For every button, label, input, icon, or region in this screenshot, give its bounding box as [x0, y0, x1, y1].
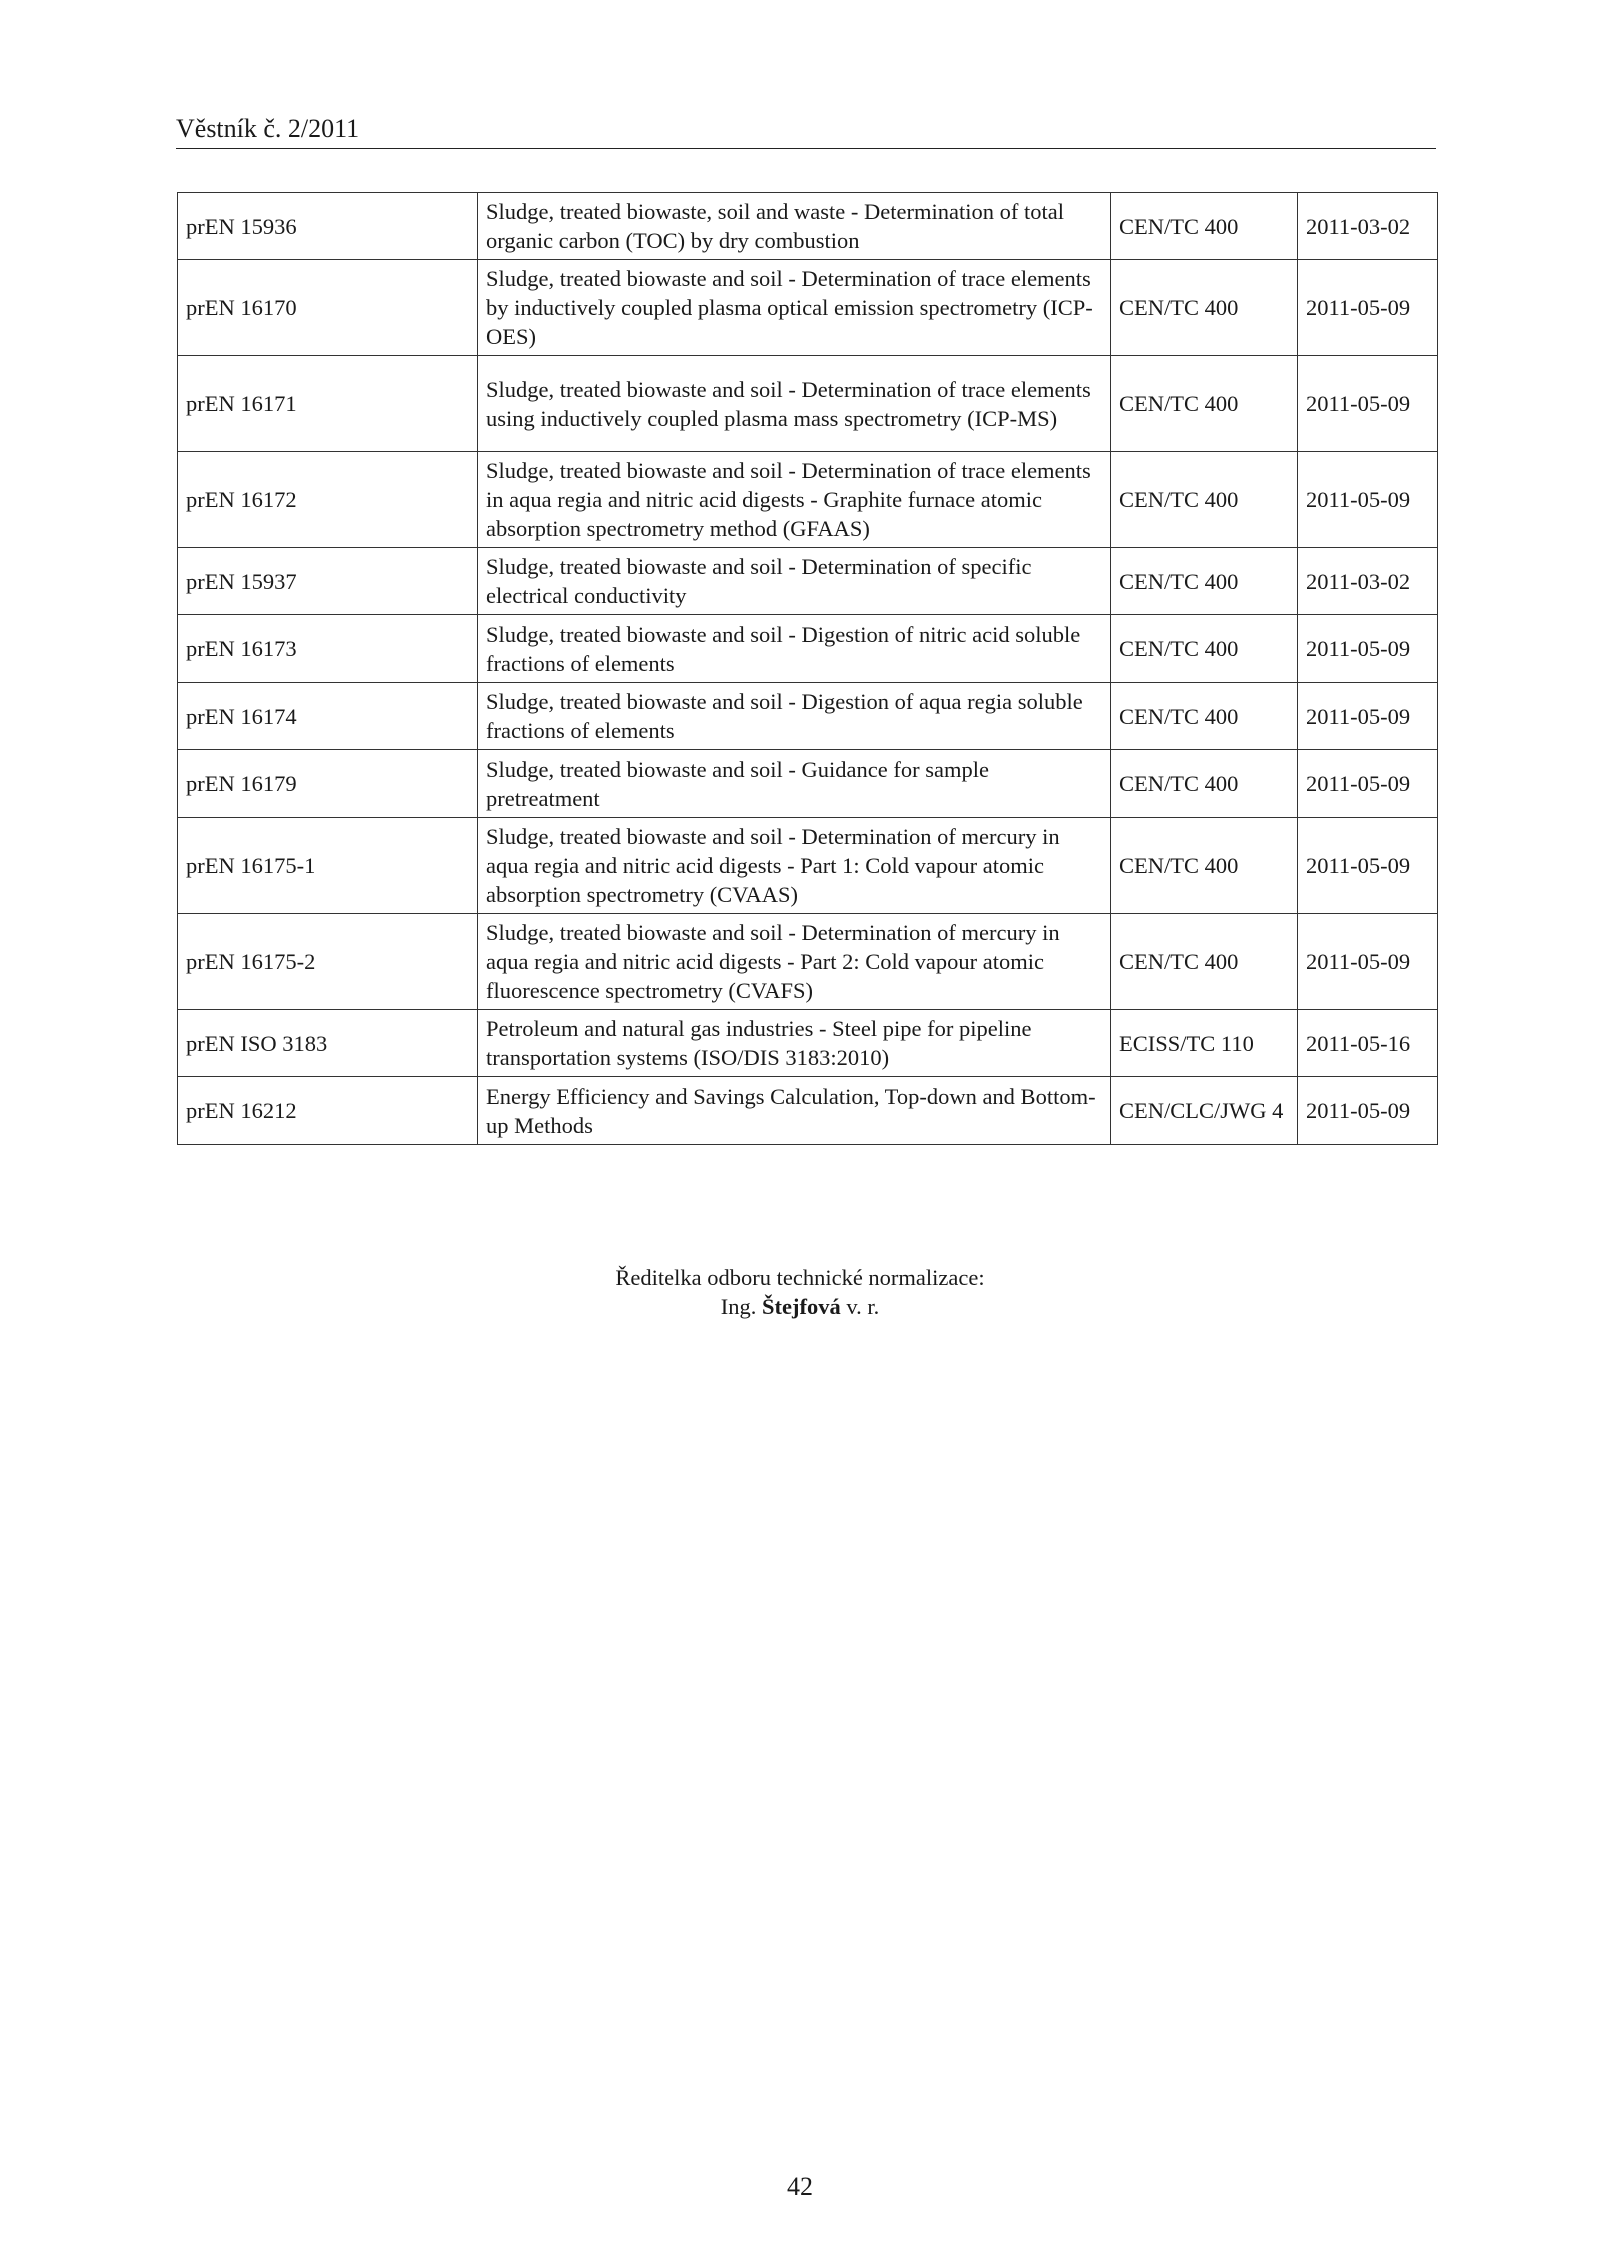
standard-code: prEN 16212 — [178, 1077, 478, 1145]
standard-title: Sludge, treated biowaste and soil - Determination of trace elements by inductively coupled plasma optical emission spectrometry (ICP-OES) — [478, 260, 1111, 356]
standard-title: Sludge, treated biowaste and soil - Determination of trace elements in aqua regia and nitric acid digests - Graphite furnace atomic absorption spectrometry method (GFAAS) — [478, 452, 1111, 548]
table-row — [178, 1010, 1438, 1077]
technical-committee: CEN/TC 400 — [1111, 615, 1298, 683]
standard-title: Petroleum and natural gas industries - Steel pipe for pipeline transportation systems (ISO/DIS 3183:2010) — [478, 1010, 1111, 1077]
standard-title: Sludge, treated biowaste and soil - Digestion of aqua regia soluble fractions of elements — [478, 683, 1111, 750]
deadline-date: 2011-05-09 — [1298, 260, 1438, 356]
deadline-date: 2011-05-09 — [1298, 683, 1438, 750]
technical-committee: CEN/TC 400 — [1111, 750, 1298, 818]
table-row — [178, 452, 1438, 548]
standard-code: prEN 16173 — [178, 615, 478, 683]
table-row — [178, 1077, 1438, 1145]
deadline-date: 2011-05-16 — [1298, 1010, 1438, 1077]
table-row — [178, 615, 1438, 683]
signatory-suffix: v. r. — [846, 1294, 880, 1319]
signatory-prefix: Ing. — [720, 1294, 757, 1319]
deadline-date: 2011-05-09 — [1298, 914, 1438, 1010]
technical-committee: CEN/TC 400 — [1111, 193, 1298, 260]
standard-title: Sludge, treated biowaste and soil - Determination of trace elements using inductively coupled plasma mass spectrometry (ICP-MS) — [478, 356, 1111, 452]
deadline-date: 2011-05-09 — [1298, 750, 1438, 818]
technical-committee: ECISS/TC 110 — [1111, 1010, 1298, 1077]
deadline-date: 2011-05-09 — [1298, 818, 1438, 914]
table-row — [178, 356, 1438, 452]
standard-code: prEN 15936 — [178, 193, 478, 260]
standard-code: prEN ISO 3183 — [178, 1010, 478, 1077]
deadline-date: 2011-05-09 — [1298, 615, 1438, 683]
signatory-line — [0, 1292, 1600, 1321]
standard-code: prEN 16171 — [178, 356, 478, 452]
technical-committee: CEN/TC 400 — [1111, 818, 1298, 914]
table-row — [178, 548, 1438, 615]
standard-code: prEN 16175-2 — [178, 914, 478, 1010]
standard-code: prEN 15937 — [178, 548, 478, 615]
signatory-role: Ředitelka odboru technické normalizace: — [615, 1265, 985, 1290]
table-row — [178, 683, 1438, 750]
standard-title: Sludge, treated biowaste and soil - Guidance for sample pretreatment — [478, 750, 1111, 818]
technical-committee: CEN/TC 400 — [1111, 452, 1298, 548]
page-header — [176, 112, 1436, 149]
technical-committee: CEN/CLC/JWG 4 — [1111, 1077, 1298, 1145]
deadline-date: 2011-05-09 — [1298, 452, 1438, 548]
standard-code: prEN 16174 — [178, 683, 478, 750]
standard-code: prEN 16179 — [178, 750, 478, 818]
table-row — [178, 818, 1438, 914]
signatory-name: Štejfová — [761, 1294, 841, 1319]
table-row — [178, 750, 1438, 818]
standard-title: Sludge, treated biowaste and soil - Determination of mercury in aqua regia and nitric acid digests - Part 1: Cold vapour atomic absorption spectrometry (CVAAS) — [478, 818, 1111, 914]
standard-code: prEN 16170 — [178, 260, 478, 356]
technical-committee: CEN/TC 400 — [1111, 356, 1298, 452]
technical-committee: CEN/TC 400 — [1111, 260, 1298, 356]
standard-title: Energy Efficiency and Savings Calculation, Top-down and Bottom-up Methods — [478, 1077, 1111, 1145]
standard-title: Sludge, treated biowaste and soil - Determination of mercury in aqua regia and nitric acid digests - Part 2: Cold vapour atomic fluorescence spectrometry (CVAFS) — [478, 914, 1111, 1010]
deadline-date: 2011-05-09 — [1298, 1077, 1438, 1145]
standards-table — [177, 192, 1438, 1145]
table-row — [178, 193, 1438, 260]
technical-committee: CEN/TC 400 — [1111, 914, 1298, 1010]
table-row — [178, 914, 1438, 1010]
deadline-date: 2011-03-02 — [1298, 193, 1438, 260]
deadline-date: 2011-03-02 — [1298, 548, 1438, 615]
deadline-date: 2011-05-09 — [1298, 356, 1438, 452]
standard-title: Sludge, treated biowaste and soil - Digestion of nitric acid soluble fractions of elements — [478, 615, 1111, 683]
technical-committee: CEN/TC 400 — [1111, 548, 1298, 615]
journal-title: Věstník č. 2/2011 — [176, 114, 360, 143]
page-number: 42 — [787, 2172, 813, 2201]
standards-table-body — [178, 193, 1438, 1145]
standard-code: prEN 16172 — [178, 452, 478, 548]
signature-block — [0, 1263, 1600, 1321]
standard-code: prEN 16175-1 — [178, 818, 478, 914]
technical-committee: CEN/TC 400 — [1111, 683, 1298, 750]
standard-title: Sludge, treated biowaste, soil and waste - Determination of total organic carbon (TOC) by dry combustion — [478, 193, 1111, 260]
table-row — [178, 260, 1438, 356]
standard-title: Sludge, treated biowaste and soil - Determination of specific electrical conductivity — [478, 548, 1111, 615]
